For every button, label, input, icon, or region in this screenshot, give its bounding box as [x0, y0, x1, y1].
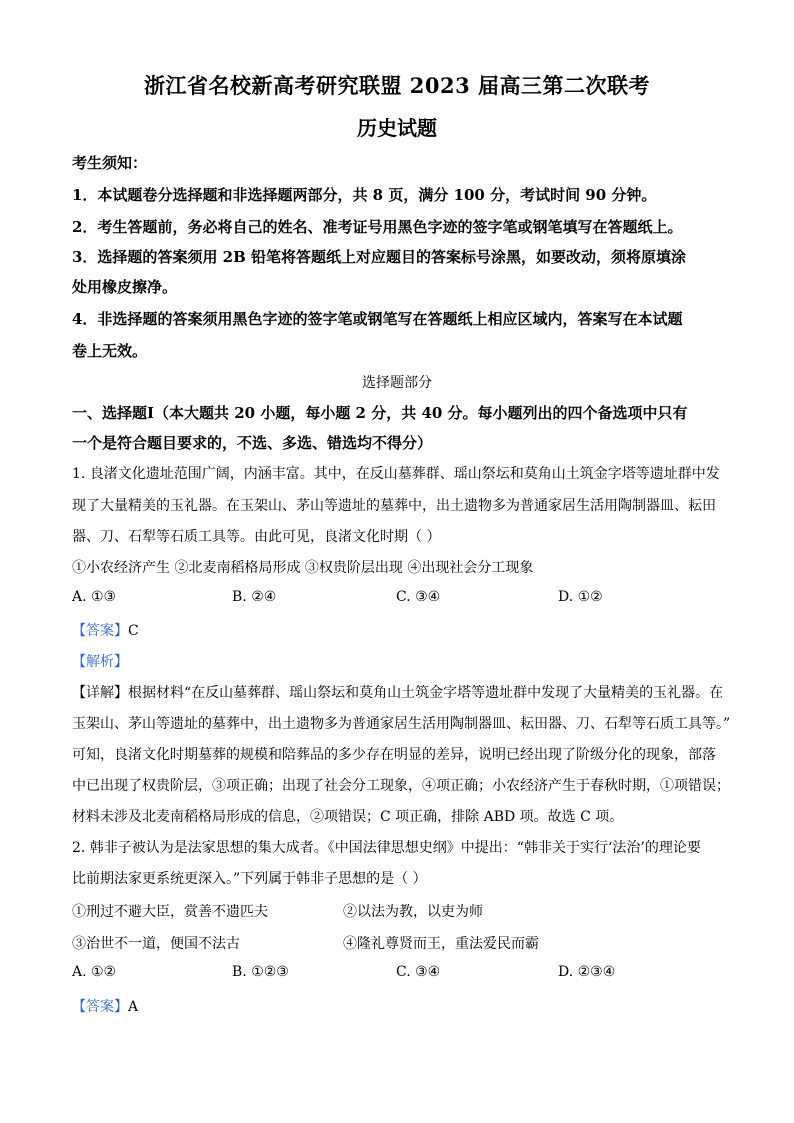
q2-option-c: C. ③④ [396, 964, 441, 980]
q1-detail: 可知，良渚文化时期墓葬的规模和陪葬品的多少存在明显的差异，说明已经出现了阶级分化的现象，部落 [72, 747, 716, 763]
q1-answer: C [128, 623, 139, 639]
notice-item: 处用橡皮擦净。 [72, 278, 178, 296]
q2-statement: ②以法为教，以吏为师 [343, 904, 483, 920]
q1-answer-line [72, 620, 732, 640]
q2-stem: 2. 韩非子被认为是法家思想的集大成者。《中国法律思想史纲》中提出：“韩非关于实行‘法治’的理论要 [72, 840, 701, 856]
q1-detail: 中已出现了权贵阶层，③项正确；出现了社会分工现象，④项正确；小农经济产生于春秋时期，①项错误； [72, 778, 730, 794]
q1-detail: 根据材料“在反山墓葬群、瑶山祭坛和莫角山土筑金字塔等遗址群中发现了大量精美的玉礼器。在 [128, 685, 724, 701]
analysis-tag: 【解析】 [72, 654, 128, 670]
q1-option-c: C. ③④ [396, 589, 441, 605]
section-intro: 一、选择题Ⅰ（本大题共 20 小题，每小题 2 分，共 40 分。每小题列出的四个备选项中只有 [72, 404, 688, 422]
q2-statement: ③治世不一道，便国不法古 [72, 936, 240, 952]
notice-item: 1．本试题卷分选择题和非选择题两部分，共 8 页，满分 100 分，考试时间 90 分钟。 [72, 186, 657, 204]
q1-stem: 器、刀、石犁等石质工具等。由此可见，良渚文化时期（ ） [72, 529, 441, 545]
q1-analysis-line [72, 651, 732, 671]
notice-item: 3．选择题的答案须用 2B 铅笔将答题纸上对应题目的答案标号涂黑，如要改动，须将原填涂 [72, 248, 687, 266]
exam-title: 浙江省名校新高考研究联盟 2023 届高三第二次联考 [143, 73, 651, 98]
q1-detail-line [72, 682, 732, 702]
q1-detail: 材料未涉及北麦南稻格局形成的信息，②项错误；C 项正确，排除 ABD 项。故选 C 项。 [72, 809, 624, 825]
q1-option-a: A. ①③ [72, 589, 117, 605]
q1-statements: ①小农经济产生 ②北麦南稻格局形成 ③权贵阶层出现 ④出现社会分工现象 [72, 560, 534, 576]
q1-option-b: B. ②④ [232, 589, 277, 605]
notice-item: 卷上无效。 [72, 342, 148, 360]
section-intro: 一个是符合题目要求的，不选、多选、错选均不得分） [72, 434, 433, 452]
q2-option-b: B. ①②③ [232, 964, 289, 980]
answer-tag: 【答案】 [72, 999, 128, 1015]
q2-statement: ④隆礼尊贤而王，重法爱民而霸 [343, 936, 539, 952]
q1-stem: 现了大量精美的玉礼器。在玉架山、茅山等遗址的墓葬中，出土遗物多为普通家居生活用陶制器皿、耘田 [72, 498, 716, 514]
answer-tag: 【答案】 [72, 623, 128, 639]
notice-heading: 考生须知： [72, 154, 148, 172]
detail-tag: 【详解】 [72, 685, 128, 701]
q2-answer: A [128, 999, 139, 1015]
q2-statement: ①刑过不避大臣，赏善不遗匹夫 [72, 904, 268, 920]
q2-option-d: D. ②③④ [558, 964, 616, 980]
q1-detail: 玉架山、茅山等遗址的墓葬中，出土遗物多为普通家居生活用陶制器皿、耘田器、刀、石犁等石质工具等。” [72, 716, 731, 732]
notice-item: 2．考生答题前，务必将自己的姓名、准考证号用黑色字迹的签字笔或钢笔填写在答题纸上。 [72, 218, 683, 236]
q1-option-d: D. ①② [558, 589, 603, 605]
q1-stem: 1. 良渚文化遗址范围广阔，内涵丰富。其中，在反山墓葬群、瑶山祭坛和莫角山土筑金字塔等遗址群中发 [72, 466, 720, 482]
exam-subtitle: 历史试题 [357, 116, 437, 140]
section-title: 选择题部分 [362, 375, 432, 391]
q2-stem: 比前期法家更系统更深入。”下列属于韩非子思想的是（ ） [72, 871, 427, 887]
notice-item: 4．非选择题的答案须用黑色字迹的签字笔或钢笔写在答题纸上相应区域内，答案写在本试题 [72, 310, 683, 328]
q2-answer-line [72, 996, 732, 1016]
q2-option-a: A. ①② [72, 964, 117, 980]
